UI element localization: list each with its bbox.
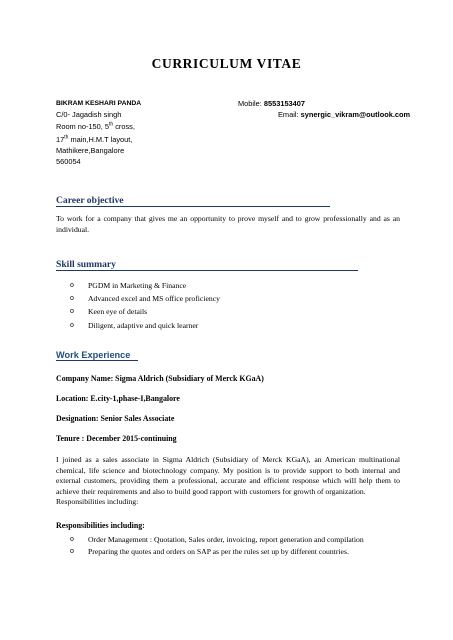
address-line: 560054: [56, 156, 81, 166]
mobile-label: Mobile:: [238, 99, 262, 108]
bullet-marker: o: [70, 282, 74, 289]
career-objective-heading: Career objective: [56, 195, 330, 207]
skill-text: Advanced excel and MS office proficiency: [88, 294, 220, 304]
skill-text: Diligent, adaptive and quick learner: [88, 320, 199, 330]
career-objective-text: To work for a company that gives me an opportunity to prove myself and to grow professionally and as an individual.: [56, 214, 400, 234]
page-title: CURRICULUM VITAE: [151, 56, 302, 71]
job-location: Location: E.city-1,phase-I,Bangalore: [56, 394, 180, 403]
job-description-text: I joined as a sales associate in Sigma Aldrich (Subsidiary of Merck KGaA), an American multinational chemical, life science and biotechnology company. My position is to provide support to both internal and external customers, providing them a professional, accurate and efficient response which will help them to achieve their requirements and also to build good rapport with customers for growth of organization.: [56, 455, 400, 496]
address-line: [56, 120, 141, 132]
responsibilities-intro: Responsibilities including:: [56, 497, 139, 507]
job-tenure: Tenure : December 2015-continuing: [56, 434, 177, 443]
candidate-name: BIKRAM KESHARI PANDA: [56, 100, 142, 107]
list-item: [70, 292, 220, 305]
email-label: Email:: [278, 110, 299, 119]
company-name: Company Name: Sigma Aldrich (Subsidiary of Merck KGaA): [56, 374, 264, 383]
work-experience-heading: Work Experience: [56, 350, 138, 361]
bullet-marker: o: [70, 295, 74, 303]
bullet-marker: o: [70, 308, 74, 316]
bullet-marker: o: [70, 321, 74, 329]
list-item: [70, 546, 402, 558]
skill-text: PGDM in Marketing & Finance: [88, 281, 187, 290]
job-designation: Designation: Senior Sales Associate: [56, 414, 175, 423]
bullet-marker: o: [70, 536, 74, 543]
list-item: [70, 305, 220, 318]
mobile-row: [238, 98, 410, 109]
list-item: [70, 279, 220, 292]
responsibilities-list: [70, 534, 402, 557]
address-line: [56, 132, 141, 144]
skill-text: Keen eye of details: [88, 307, 148, 317]
list-item: [70, 319, 220, 332]
contact-address-block: [56, 98, 141, 167]
list-item: [70, 534, 402, 546]
address-line: C/0- Jagadish singh: [56, 110, 122, 119]
responsibilities-heading: Responsibilities including:: [56, 521, 145, 530]
skill-summary-heading: Skill summary: [56, 259, 358, 271]
email-row: [278, 109, 410, 120]
skill-list: [70, 279, 220, 332]
contact-info-block: [238, 98, 410, 120]
responsibility-text: Preparing the quotes and orders on SAP as per the rules set up by different countries.: [88, 546, 349, 556]
bullet-marker: o: [70, 547, 74, 555]
responsibility-text: Order Management : Quotation, Sales order, invoicing, report generation and compilation: [88, 535, 364, 544]
address-line-text: Room no-150, 5th cross,: [56, 122, 135, 132]
email-address: synergic_vikram@outlook.com: [300, 110, 411, 119]
address-line: Mathikere,Bangalore: [56, 145, 125, 155]
mobile-number: 8553153407: [263, 99, 305, 108]
address-line-text: 17th main,H.M.T layout,: [56, 134, 133, 144]
job-description: [56, 455, 400, 508]
